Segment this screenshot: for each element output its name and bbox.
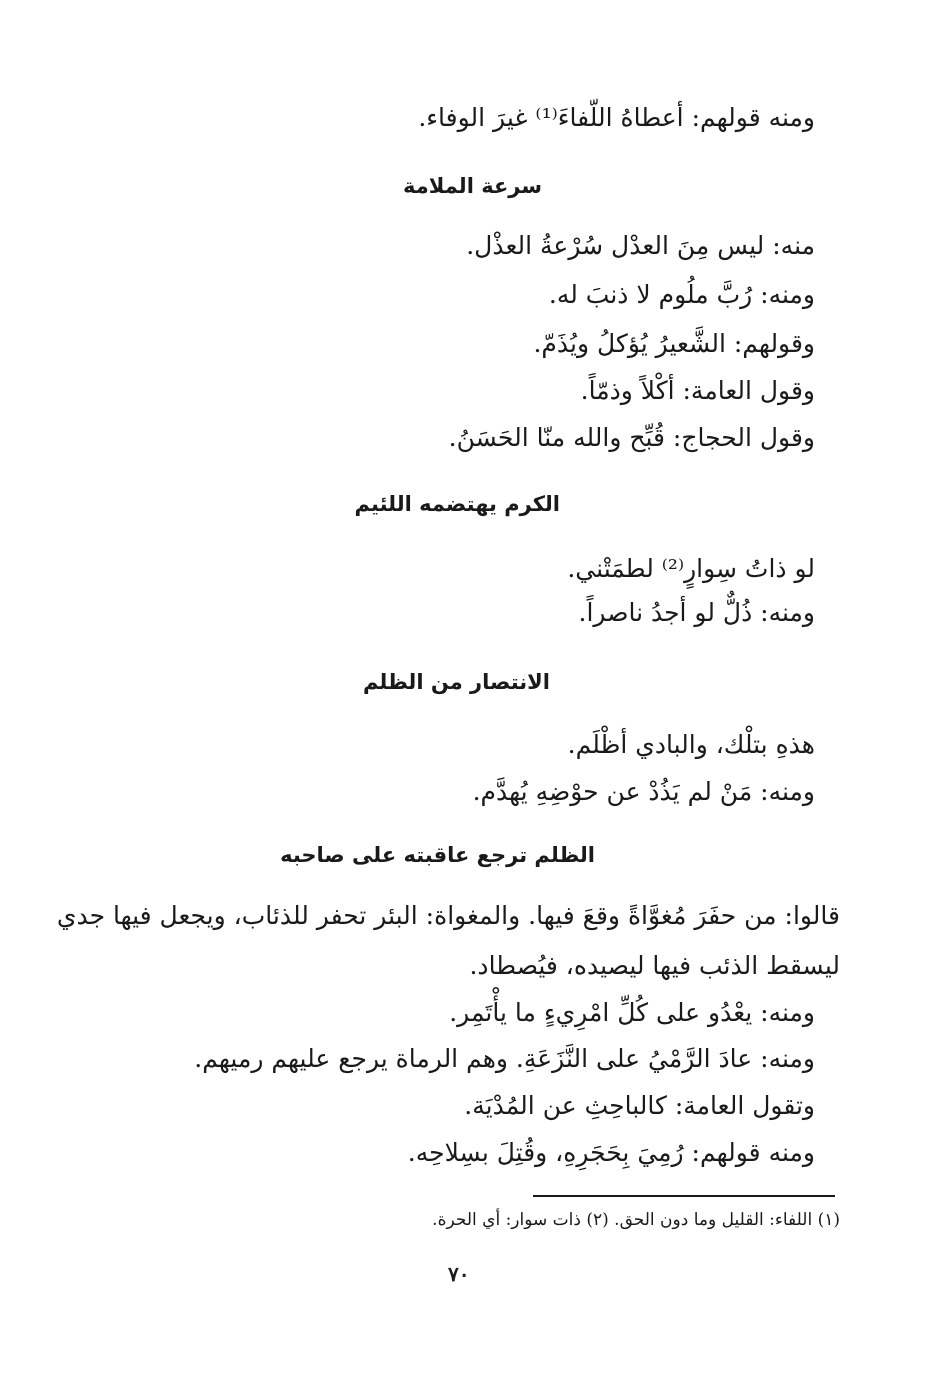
- section-heading: الكرم يهتضمه اللئيم: [354, 492, 560, 516]
- paragraph-line: قالوا: من حفَرَ مُغوَّاةً وقعَ فيها. والمغواة: البئر تحفر للذئاب، ويجعل فيها جدي: [56, 901, 840, 930]
- text-line: وقول الحجاج: قُبِّح والله منّا الحَسَنُ.: [448, 423, 815, 452]
- text-line: لو ذاتُ سِوارٍ⁽²⁾ لطمَتْني.: [567, 554, 815, 583]
- text-line: ومنه: ذُلٌّ لو أجدُ ناصراً.: [578, 598, 815, 627]
- footnotes: (١) اللفاء: القليل وما دون الحق. (٢) ذات سوار: أي الحرة.: [432, 1210, 840, 1230]
- text-line: وتقول العامة: كالباحِثِ عن المُدْيَة.: [464, 1091, 815, 1120]
- text-line: وقولهم: الشَّعيرُ يُؤكلُ ويُذَمّ.: [533, 329, 815, 358]
- text-line: وقول العامة: أكْلاً وذمّاً.: [580, 376, 815, 405]
- text-line: ومنه: عادَ الرَّمْيُ على النَّزَعَةِ. وهم الرماة يرجع عليهم رميهم.: [194, 1044, 815, 1073]
- section-heading: الانتصار من الظلم: [362, 670, 550, 694]
- text-line: ومنه قولهم: رُمِيَ بِحَجَرِهِ، وقُتِلَ بسِلاحِه.: [407, 1138, 815, 1167]
- text-line: منه: ليس مِنَ العدْل سُرْعةُ العذْل.: [466, 231, 815, 260]
- section-heading: الظلم ترجع عاقبته على صاحبه: [280, 843, 595, 867]
- paragraph-line: ليسقط الذئب فيها ليصيده، فيُصطاد.: [469, 951, 840, 980]
- text-line: هذهِ بتلْك، والبادي أظْلَم.: [567, 730, 815, 759]
- text-line: ومنه: رُبَّ ملُوم لا ذنبَ له.: [548, 280, 815, 309]
- text-line: ومنه: يعْدُو على كُلِّ امْرِيءٍ ما يأْتَمِر.: [449, 998, 815, 1027]
- intro-line: ومنه قولهم: أعطاهُ اللّفاءَ⁽¹⁾ غيرَ الوفاء.: [418, 103, 815, 132]
- text-line: ومنه: مَنْ لم يَذُدْ عن حوْضِهِ يُهدَّم.: [472, 777, 815, 806]
- section-heading: سرعة الملامة: [403, 174, 542, 198]
- page-number: ٧٠: [448, 1262, 470, 1286]
- footnote-divider: [533, 1195, 835, 1197]
